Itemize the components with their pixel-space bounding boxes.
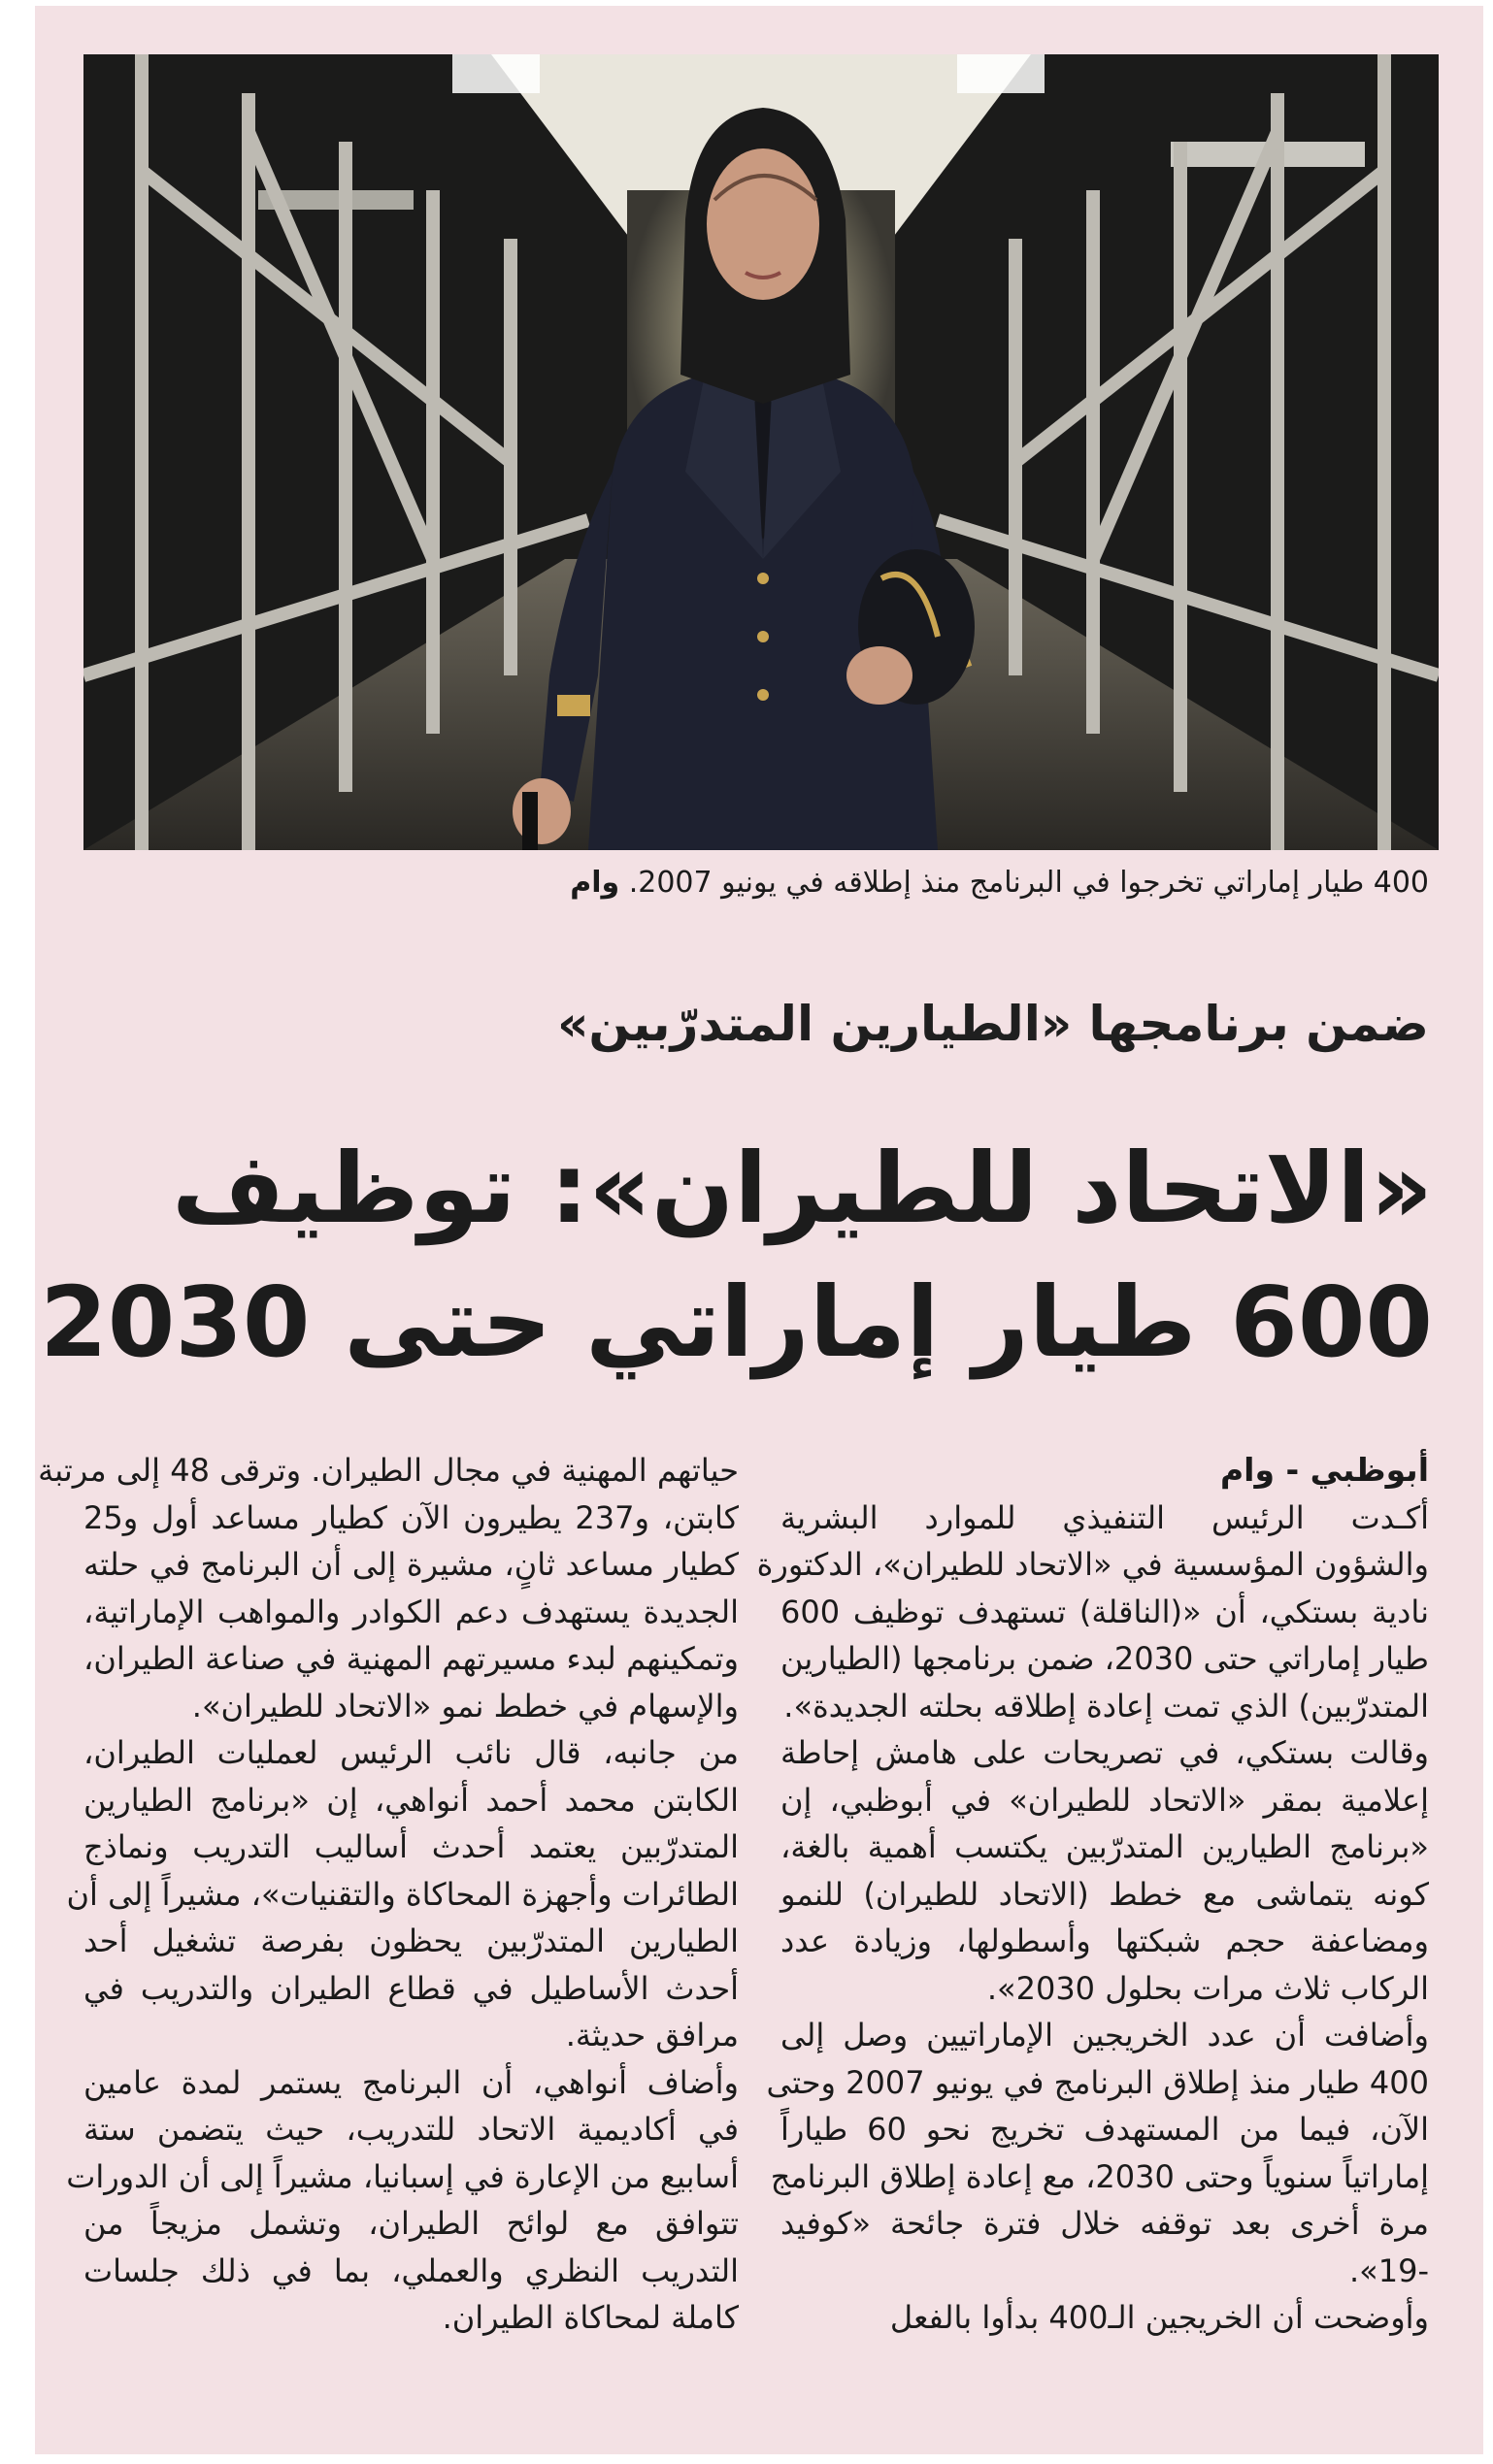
- right-column-line: الركاب ثلاث مرات بحلول 2030».: [986, 1969, 1429, 2007]
- right-column-line: ومضاعفة حجم شبكتها وأسطولها، وزيادة عدد: [780, 1922, 1429, 1959]
- headline: [40, 1122, 1433, 1390]
- right-column-line: إماراتياً سنوياً وحتى 2030، مع إعادة إطلاق البرنامج: [770, 2157, 1429, 2195]
- right-column-line: -19».: [1348, 2251, 1429, 2289]
- right-column-line: «برنامج الطيارين المتدرّبين يكتسب أهمية بالغة،: [780, 1828, 1429, 1865]
- left-column-line: المتدرّبين يعتمد أحدث أساليب التدريب ونماذج: [83, 1828, 739, 1865]
- right-column-line: نادية بستكي، أن «(الناقلة) تستهدف توظيف 600: [780, 1593, 1429, 1630]
- right-column-line: المتدرّبين) الذي تمت إعادة إطلاقه بحلته الجديدة».: [783, 1687, 1429, 1725]
- right-column-line: وأوضحت أن الخريجين الـ400 بدأوا بالفعل: [889, 2299, 1429, 2336]
- dateline: أبوظبي - وام: [1219, 1451, 1429, 1489]
- article-column-right: [756, 1447, 1430, 2342]
- left-column-line: الطائرات وأجهزة المحاكاة والتقنيات»، مشيراً إلى أن: [66, 1875, 739, 1913]
- left-column-line: كطيار مساعد ثانٍ، مشيرة إلى أن البرنامج في حلته: [83, 1546, 739, 1583]
- right-column-line: إعلامية بمقر «الاتحاد للطيران» في أبوظبي، إن: [780, 1781, 1429, 1819]
- article-column-left: [38, 1447, 740, 2342]
- right-column-line: 400 طيار منذ إطلاق البرنامج في يونيو 2007 وحتى: [766, 2063, 1429, 2101]
- left-column-line: حياتهم المهنية في مجال الطيران. وترقى 48 إلى مرتبة: [38, 1452, 739, 1489]
- caption-source: وام: [570, 866, 620, 900]
- left-column-line: وتمكينهم لبدء مسيرتهم المهنية في صناعة الطيران،: [83, 1640, 739, 1677]
- left-column-line: من جانبه، قال نائب الرئيس لعمليات الطيران،: [83, 1734, 739, 1771]
- left-column-line: الطيارين المتدرّبين يحظون بفرصة تشغيل أحد: [83, 1922, 739, 1959]
- jet-bridge-scene: [83, 54, 1439, 850]
- photo-caption: [89, 866, 1429, 900]
- left-column-line: وأضاف أنواهي، أن البرنامج يستمر لمدة عامين: [83, 2063, 739, 2101]
- kicker: ضمن برنامجها «الطيارين المتدرّبين»: [557, 996, 1429, 1052]
- right-column-line: طيار إماراتي حتى 2030، ضمن برنامجها (الطيارين: [780, 1640, 1430, 1677]
- left-column-line: الجديدة يستهدف دعم الكوادر والمواهب الإماراتية،: [83, 1593, 739, 1630]
- right-column-line: الآن، فيما من المستهدف تخريج نحو 60 طياراً: [780, 2111, 1429, 2148]
- right-column-line: أكـدت الرئيس التنفيذي للموارد البشرية: [780, 1498, 1429, 1536]
- left-column-line: في أكاديمية الاتحاد للتدريب، حيث يتضمن ستة: [83, 2111, 739, 2148]
- right-column-line: وأضافت أن عدد الخريجين الإماراتيين وصل إلى: [780, 2017, 1429, 2053]
- left-column-line: أحدث الأساطيل في قطاع الطيران والتدريب في: [83, 1969, 739, 2007]
- left-column-line: تتوافق مع لوائح الطيران، وتشمل مزيجاً من: [83, 2205, 739, 2242]
- headline-line-1: «الاتحاد للطيران»: توظيف: [172, 1132, 1433, 1245]
- left-column-line: أسابيع من الإعارة في إسبانيا، مشيراً إلى أن الدورات: [66, 2157, 739, 2195]
- left-column-line: الكابتن محمد أحمد أنواهي، إن «برنامج الطيارين: [83, 1781, 739, 1819]
- right-column-line: مرة أخرى بعد توقفه خلال فترة جائحة «كوفيد: [780, 2205, 1429, 2242]
- left-column-line: والإسهام في خطط نمو «الاتحاد للطيران».: [191, 1687, 739, 1725]
- left-column-text: [38, 1447, 740, 2342]
- left-column-line: كاملة لمحاكاة الطيران.: [442, 2299, 739, 2336]
- pilot-photo: [83, 54, 1439, 850]
- right-column-line: وقالت بستكي، في تصريحات على هامش إحاطة: [780, 1734, 1429, 1771]
- newspaper-page: [35, 6, 1483, 2454]
- left-column-line: مرافق حديثة.: [565, 2017, 739, 2053]
- right-column-line: والشؤون المؤسسية في «الاتحاد للطيران»، الدكتورة: [756, 1546, 1429, 1583]
- caption-text: 400 طيار إماراتي تخرجوا في البرنامج منذ إطلاقه في يونيو 2007.: [628, 866, 1429, 900]
- headline-line-2: 600 طيار إماراتي حتى 2030: [40, 1265, 1433, 1379]
- right-column-text: [756, 1495, 1430, 2342]
- left-column-line: التدريب النظري والعملي، بما في ذلك جلسات: [83, 2251, 739, 2289]
- right-column-line: كونه يتماشى مع خطط (الاتحاد للطيران) للنمو: [780, 1875, 1429, 1913]
- left-column-line: كابتن، و237 يطيرون الآن كطيار مساعد أول و25: [83, 1498, 740, 1536]
